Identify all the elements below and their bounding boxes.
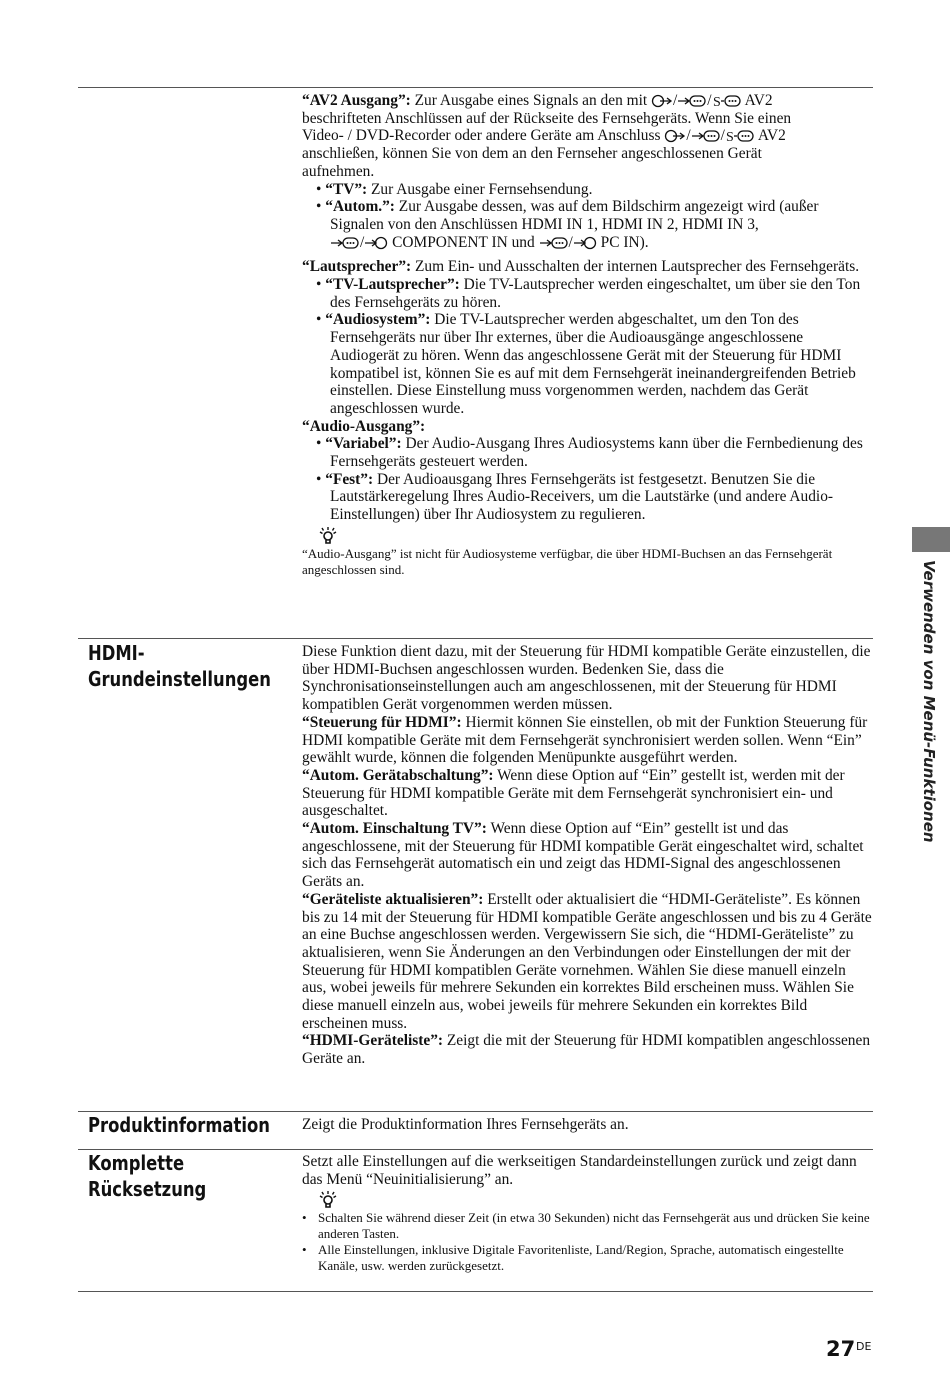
page-number: 27 <box>826 1337 856 1361</box>
av2-line1: “AV2 Ausgang”: Zur Ausgabe eines Signals an den mit / / S AV2 <box>302 92 773 109</box>
reset-text: Setzt alle Einstellungen auf die werkseitigen Standardeinstellungen zurück und zeigt dann das Menü “Neuinitialisierung” an. <box>302 1153 857 1188</box>
svideo-icon <box>712 93 742 109</box>
table-rule-hdmi <box>78 638 873 639</box>
audio-out-icon <box>364 235 388 251</box>
produkt-heading: Produktinformation <box>88 1113 270 1137</box>
composite-video-icon <box>330 235 360 251</box>
video-out-icon <box>651 93 673 109</box>
svg-text:S: S <box>725 130 734 145</box>
hdmi-geraeteliste: “HDMI-Geräteliste”: Zeigt die mit der Steuerung für HDMI kompatiblen angeschlossenen Geräte an. <box>302 1032 871 1068</box>
audioout-title: “Audio-Ausgang”: <box>302 417 426 435</box>
page-language-suffix: DE <box>856 1340 872 1353</box>
hdmi-intro: Diese Funktion dient dazu, mit der Steuerung für HDMI kompatible Geräte einzustellen, die über HDMI-Buchsen angeschlossen wurden. Bedenken Sie, dass die Synchronisationseinstellungen auch am angeschlossenen, mit der Steuerung für HDMI kompatiblen Gerät vorgenommen werden müssen. <box>302 643 871 714</box>
sidebar-label: Verwenden von Menü-Funktionen <box>920 560 938 843</box>
tip-icon <box>318 1190 338 1210</box>
speaker-title: “Lautsprecher”: <box>302 258 412 276</box>
reset-section <box>302 1153 872 1274</box>
video-out-icon <box>664 128 686 144</box>
hdmi-section <box>302 643 872 1068</box>
reset-note-2: • Alle Einstellungen, inklusive Digitale Favoritenliste, Land/Region, Sprache, automatisch eingestellte Kanäle, usw. werden zurückgesetzt. <box>302 1242 872 1274</box>
audio-out-icon <box>573 235 597 251</box>
table-rule-bottom <box>78 1291 873 1292</box>
speaker-paragraph: “Lautsprecher”: Zum Ein- und Ausschalten der internen Lautsprecher des Fernsehgeräts. <box>302 258 860 276</box>
svideo-icon <box>725 128 755 144</box>
reset-heading: Komplette Rücksetzung <box>88 1151 207 1201</box>
reset-note-1: • Schalten Sie während dieser Zeit (in etwa 30 Sekunden) nicht das Fernsehgerät aus und drücken Sie keine anderen Tasten. <box>302 1210 872 1242</box>
audioout-item-variabel: • “Variabel”: Der Audio-Ausgang Ihres Audiosystems kann über die Fernbedienung des Fernsehgeräts gesteuert werden. <box>302 435 872 470</box>
table-rule-top <box>78 87 873 88</box>
av2-line2: beschrifteten Anschlüssen auf der Rückseite des Fernsehgeräts. Wenn Sie einen <box>302 109 792 127</box>
hdmi-geraeteliste-aktualisieren: “Geräteliste aktualisieren”: Erstellt oder aktualisiert die “HDMI-Geräteliste”. Es können bis zu 14 mit der Steuerung für HDMI kompatible Geräte angeschlossen und bis zu 4 Geräte an eine Buchse angeschlossen werden. Vergewissern Sie sich, die “HDMI-Geräteliste” zu aktualisieren, wenn Sie Änderungen an den Verbindungen oder Einstellungen der mit der Steuerung für HDMI kompatiblen Geräte vornehmen. Wählen Sie diese manuell einzeln aus, wobei jeweils für mehrere Sekunden ein korrektes Bild erscheinen muss. Wählen Sie diese manuell einzeln aus, wobei jeweils für mehrere Sekunden ein korrektes Bild erscheinen muss. <box>302 890 872 1032</box>
av2-title: “AV2 Ausgang”: <box>302 92 411 109</box>
av2-line4: anschließen, können Sie von dem an den Fernseher angeschlossenen Gerät <box>302 145 762 163</box>
av2-section <box>302 92 872 578</box>
av2-line3: Video- / DVD-Recorder oder andere Geräte am Anschluss / / S AV2 <box>302 127 786 145</box>
composite-video-icon <box>539 235 569 251</box>
speaker-item-audiosystem: • “Audiosystem”: Die TV-Lautsprecher werden abgeschaltet, um den Ton des Fernsehgeräts nur über Ihr externes, über die Audioausgänge angeschlossene Audiogerät zu hören. Wenn das angeschlossene Gerät mit der Steuerung für HDMI kompatibel ist, können Sie es auf mit dem Fernsehgerät ineinandergreifenden Betrieb einstellen. Diese Einstellung muss vorgenommen werden, nachdem das Gerät angeschlossen wurde. <box>302 311 872 417</box>
audioout-item-fest: • “Fest”: Der Audioausgang Ihres Fernsehgeräts ist festgesetzt. Benutzen Sie die Lautstärkeregelung Ihres Audio-Receivers, um die Lautstärke (und andere Audio-Einstellungen) über Ihr Audiosystem zu regulieren. <box>302 471 872 524</box>
av2-line5: aufnehmen. <box>302 162 375 180</box>
hdmi-heading: HDMI- Grundeinstellungen <box>88 641 271 691</box>
hdmi-autom-abschaltung: “Autom. Gerätabschaltung”: Wenn diese Option auf “Ein” gestellt ist, werden mit der Steuerung für HDMI kompatible Geräte mit dem Fernsehgerät synchronisiert ein- und ausgeschaltet. <box>302 766 845 820</box>
produkt-text: Zeigt die Produktinformation Ihres Fernsehgeräts an. <box>302 1116 629 1133</box>
composite-video-icon <box>677 93 707 109</box>
section-tab-marker <box>912 527 950 552</box>
produkt-section <box>302 1116 872 1134</box>
audioout-note: “Audio-Ausgang” ist nicht für Audiosysteme verfügbar, die über HDMI-Buchsen an das Fernsehgerät angeschlossen sind. <box>302 545 833 577</box>
composite-video-icon <box>691 128 721 144</box>
av2-item-tv: • “TV”: Zur Ausgabe einer Fernsehsendung. <box>302 181 872 199</box>
hdmi-steuerung: “Steuerung für HDMI”: Hiermit können Sie einstellen, ob mit der Funktion Steuerung für HDMI kompatible Geräte mit dem Fernsehgerät synchronisiert werden sollen. Wenn “Ein” gewählt wurde, können die folgenden Menüpunkte ausgeführt werden. <box>302 713 868 767</box>
av2-item-autom: • “Autom.”: Zur Ausgabe dessen, was auf dem Bildschirm angezeigt wird (außer Signalen von den Anschlüssen HDMI IN 1, HDMI IN 2, HDMI IN 3, / COMPONENT IN und / PC IN). <box>302 198 872 251</box>
speaker-item-tv: • “TV-Lautsprecher”: Die TV-Lautsprecher werden eingeschaltet, um über sie den Ton des Fernsehgeräts zu hören. <box>302 276 872 311</box>
hdmi-autom-einschaltung: “Autom. Einschaltung TV”: Wenn diese Option auf “Ein” gestellt ist und das angeschlossene, mit der Steuerung für HDMI kompatible Gerät eingeschaltet wird, schaltet sich das Fernsehgerät automatisch ein und zeigt das HDMI-Signal des angeschlossenen Geräts an. <box>302 820 864 891</box>
svg-text:S: S <box>712 95 721 109</box>
tip-icon <box>318 526 338 546</box>
